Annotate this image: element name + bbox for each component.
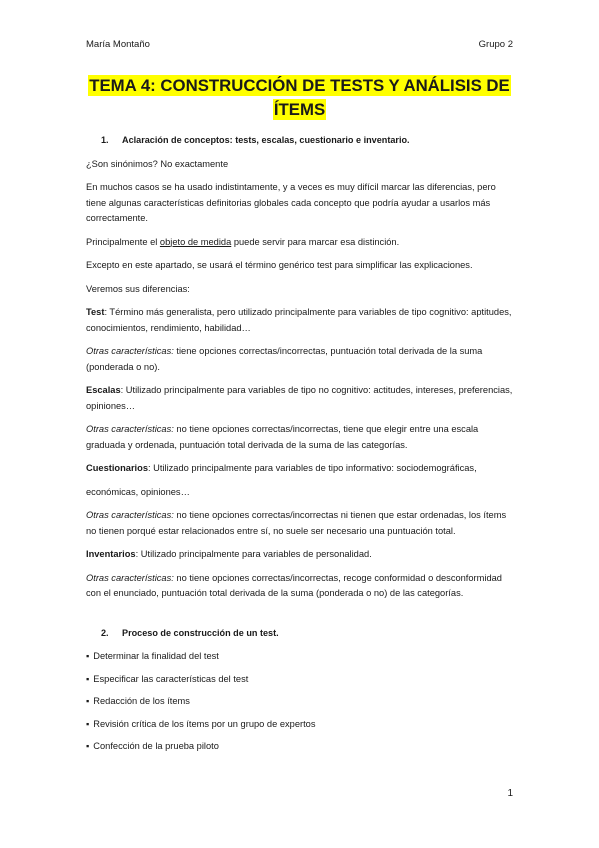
title-line-1: TEMA 4: CONSTRUCCIÓN DE TESTS Y ANÁLISIS DE [89, 76, 510, 95]
bullet-icon: ▪ [86, 718, 90, 729]
paragraph-synonyms: ¿Son sinónimos? No exactamente [86, 158, 229, 169]
bullet-icon: ▪ [86, 741, 90, 751]
paragraph-test-other [86, 344, 516, 375]
section-2-number: 2. [101, 627, 109, 638]
document-body [86, 133, 516, 762]
paragraph-generic-term: Excepto en este apartado, se usará el término genérico test para simplificar las explicaciones. [86, 260, 473, 270]
section-spacer [86, 610, 516, 626]
cuestionarios-text: : Utilizado principalmente para variables de tipo informativo: sociodemográficas, [148, 463, 477, 473]
escalas-other-text: no tiene opciones correctas/incorrectas, tiene que elegir entre una escala graduada y ordenada, puntuación total derivada de la suma de las categorías. [86, 424, 479, 450]
list-item-text: Revisión crítica de los ítems por un grupo de expertos [93, 718, 316, 729]
object-pre: Principalmente el [86, 236, 160, 247]
header-group: Grupo 2 [478, 39, 513, 50]
cuestionarios-label: Cuestionarios [86, 463, 148, 473]
paragraph-inventarios-other [86, 571, 516, 602]
test-text: : Término más generalista, pero utilizado principalmente para variables de tipo cognitivo: aptitudes, conocimientos, rendimiento, habilidad… [86, 307, 512, 333]
test-other-text: tiene opciones correctas/incorrectas, puntuación total derivada de la suma (ponderada o no). [86, 346, 483, 372]
paragraph-test [86, 305, 516, 336]
bullet-icon: ▪ [86, 651, 90, 661]
bullet-icon: ▪ [86, 673, 90, 684]
paragraph-cuestionarios-other [86, 508, 516, 539]
escalas-label: Escalas [86, 385, 121, 395]
page-number: 1 [507, 788, 513, 799]
list-item-text: Determinar la finalidad del test [93, 651, 219, 661]
list-item-text: Especificar las características del test [93, 673, 249, 684]
section-2-title: Proceso de construcción de un test. [122, 627, 279, 638]
page-title [70, 74, 529, 122]
paragraph-object [86, 235, 516, 251]
paragraph-cuestionarios-cont: económicas, opiniones… [86, 486, 190, 497]
paragraph-see-differences: Veremos sus diferencias: [86, 283, 190, 294]
cuestionarios-other-text: no tiene opciones correctas/incorrectas ni tienen que estar ordenadas, los ítems no tienen porqué estar relacionados entre sí, no suele ser necesario una puntuación total. [86, 510, 507, 536]
bullet-icon: ▪ [86, 696, 90, 706]
header-author: María Montaño [86, 39, 150, 50]
escalas-other-label: Otras características: [86, 424, 174, 434]
list-item [86, 694, 516, 710]
title-line-2: ÍTEMS [273, 100, 326, 119]
test-other-label: Otras características: [86, 346, 174, 356]
inventarios-other-label: Otras características: [86, 572, 174, 583]
object-of-measure-underlined: objeto de medida [159, 236, 232, 247]
cuestionarios-other-label: Otras características: [86, 510, 174, 520]
object-post: puede servir para marcar esa distinción. [231, 236, 400, 247]
section-1-heading [86, 133, 516, 149]
inventarios-label: Inventarios [86, 549, 136, 559]
section-1-title: Aclaración de conceptos: tests, escalas, cuestionario e inventario. [122, 135, 410, 145]
paragraph-escalas-other [86, 422, 516, 453]
inventarios-other-text: no tiene opciones correctas/incorrectas, recoge conformidad o desconformidad con el enunciado, puntuación total derivada de la suma (ponderada o no) de las categorías. [86, 572, 502, 598]
list-item [86, 672, 516, 688]
paragraph-escalas [86, 383, 516, 414]
paragraph-inventarios [86, 547, 516, 563]
section-1-number: 1. [101, 135, 109, 145]
paragraph-differences: En muchos casos se ha usado indistintamente, y a veces es muy difícil marcar las diferencias, pero tiene algunas características definitorias globales cada concepto que podría ayudar a usarlos más correctamente. [86, 182, 496, 223]
list-item [86, 717, 516, 733]
section-2-heading [86, 626, 516, 642]
list-item [86, 649, 516, 665]
inventarios-text: : Utilizado principalmente para variables de personalidad. [135, 549, 372, 559]
paragraph-cuestionarios [86, 461, 516, 477]
list-item-text: Confección de la prueba piloto [93, 741, 219, 751]
escalas-text: : Utilizado principalmente para variables de tipo no cognitivo: actitudes, intereses, preferencias, opiniones… [86, 385, 513, 411]
list-item [86, 739, 516, 755]
test-label: Test [86, 307, 105, 317]
list-item-text: Redacción de los ítems [93, 696, 190, 706]
